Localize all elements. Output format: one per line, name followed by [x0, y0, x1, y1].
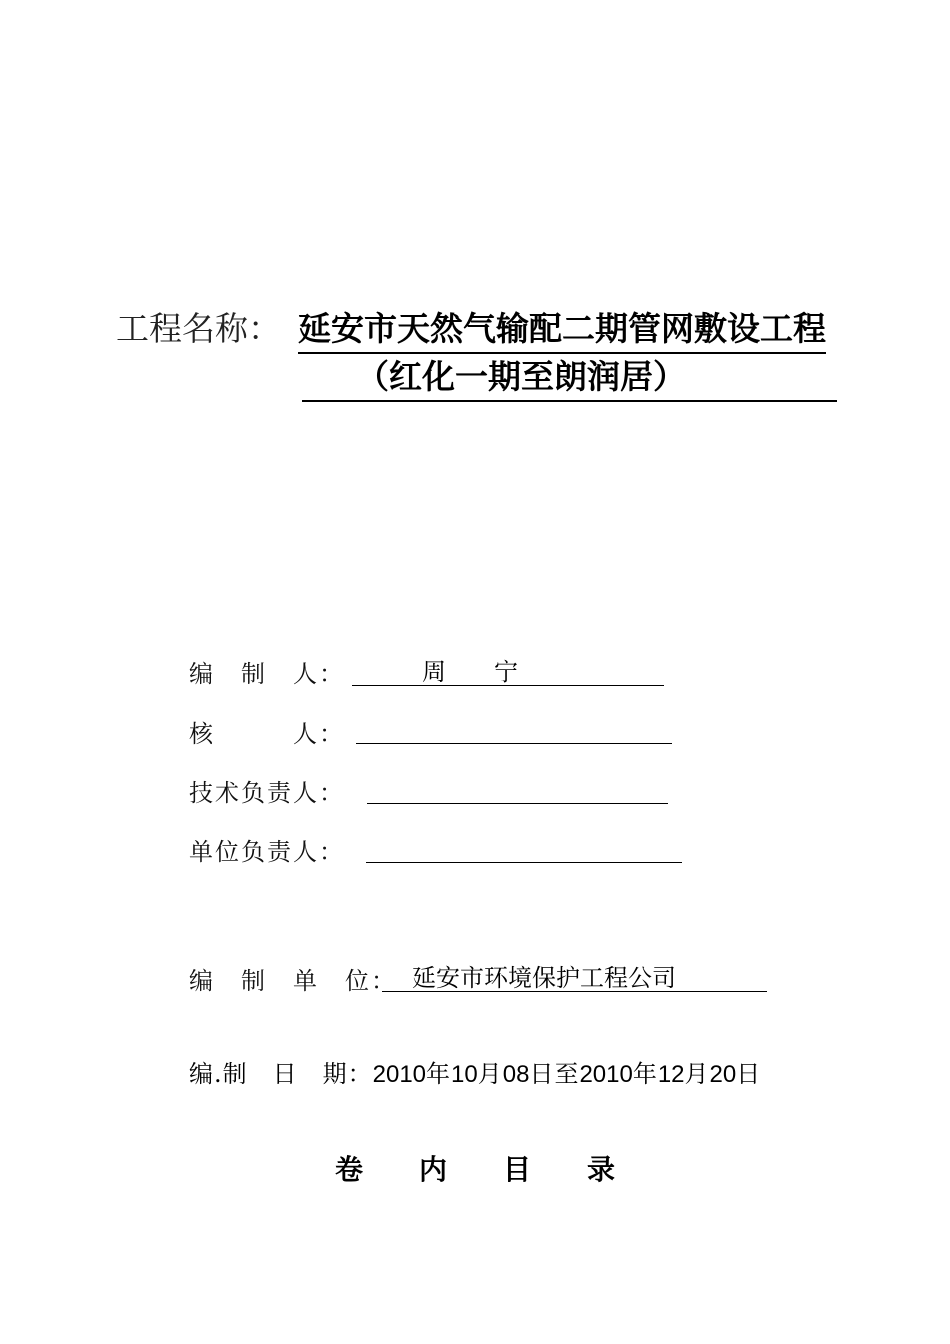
start-year: 2010 — [372, 1061, 427, 1088]
reviewer-label: 核 人： — [189, 720, 345, 748]
project-name-label: 工程名称： — [116, 309, 281, 348]
heading-char: 卷 — [334, 1153, 363, 1186]
month-char: 月 — [477, 1060, 503, 1088]
end-month: 12 — [657, 1061, 685, 1088]
heading-char: 录 — [587, 1153, 616, 1186]
compiler-label: 编 制 人： — [189, 660, 345, 688]
end-year: 2010 — [579, 1061, 633, 1088]
compile-date-label: 编.制 日 期： — [189, 1060, 373, 1088]
compiling-unit-value: 延安市环境保护工程公司 — [382, 962, 767, 992]
compiling-unit-label: 编 制 单 位： — [189, 967, 397, 995]
year-char: 年 — [426, 1060, 452, 1088]
technical-lead-value — [367, 774, 668, 804]
day-char: 日 — [529, 1060, 555, 1088]
reviewer-value — [356, 714, 672, 744]
unit-lead-label: 单位负责人： — [189, 838, 345, 866]
month-char: 月 — [684, 1060, 710, 1088]
day-char: 日 — [736, 1060, 762, 1088]
compiler-value: 周 宁 — [352, 656, 664, 686]
heading-char: 目 — [503, 1153, 532, 1186]
technical-lead-label: 技术负责人： — [189, 779, 345, 807]
unit-lead-value — [366, 833, 682, 863]
year-char: 年 — [632, 1060, 658, 1088]
heading-char: 内 — [418, 1153, 447, 1186]
table-of-contents-heading — [0, 1150, 950, 1190]
compile-date-row — [189, 1058, 761, 1091]
project-name-line2: （红化一期至朗润居） — [302, 354, 837, 402]
to-char: 至 — [554, 1060, 580, 1088]
start-month: 10 — [451, 1061, 478, 1088]
start-day: 08 — [502, 1061, 530, 1088]
project-name-line1: 延安市天然气输配二期管网敷设工程 — [298, 306, 826, 354]
end-day: 20 — [709, 1061, 737, 1088]
